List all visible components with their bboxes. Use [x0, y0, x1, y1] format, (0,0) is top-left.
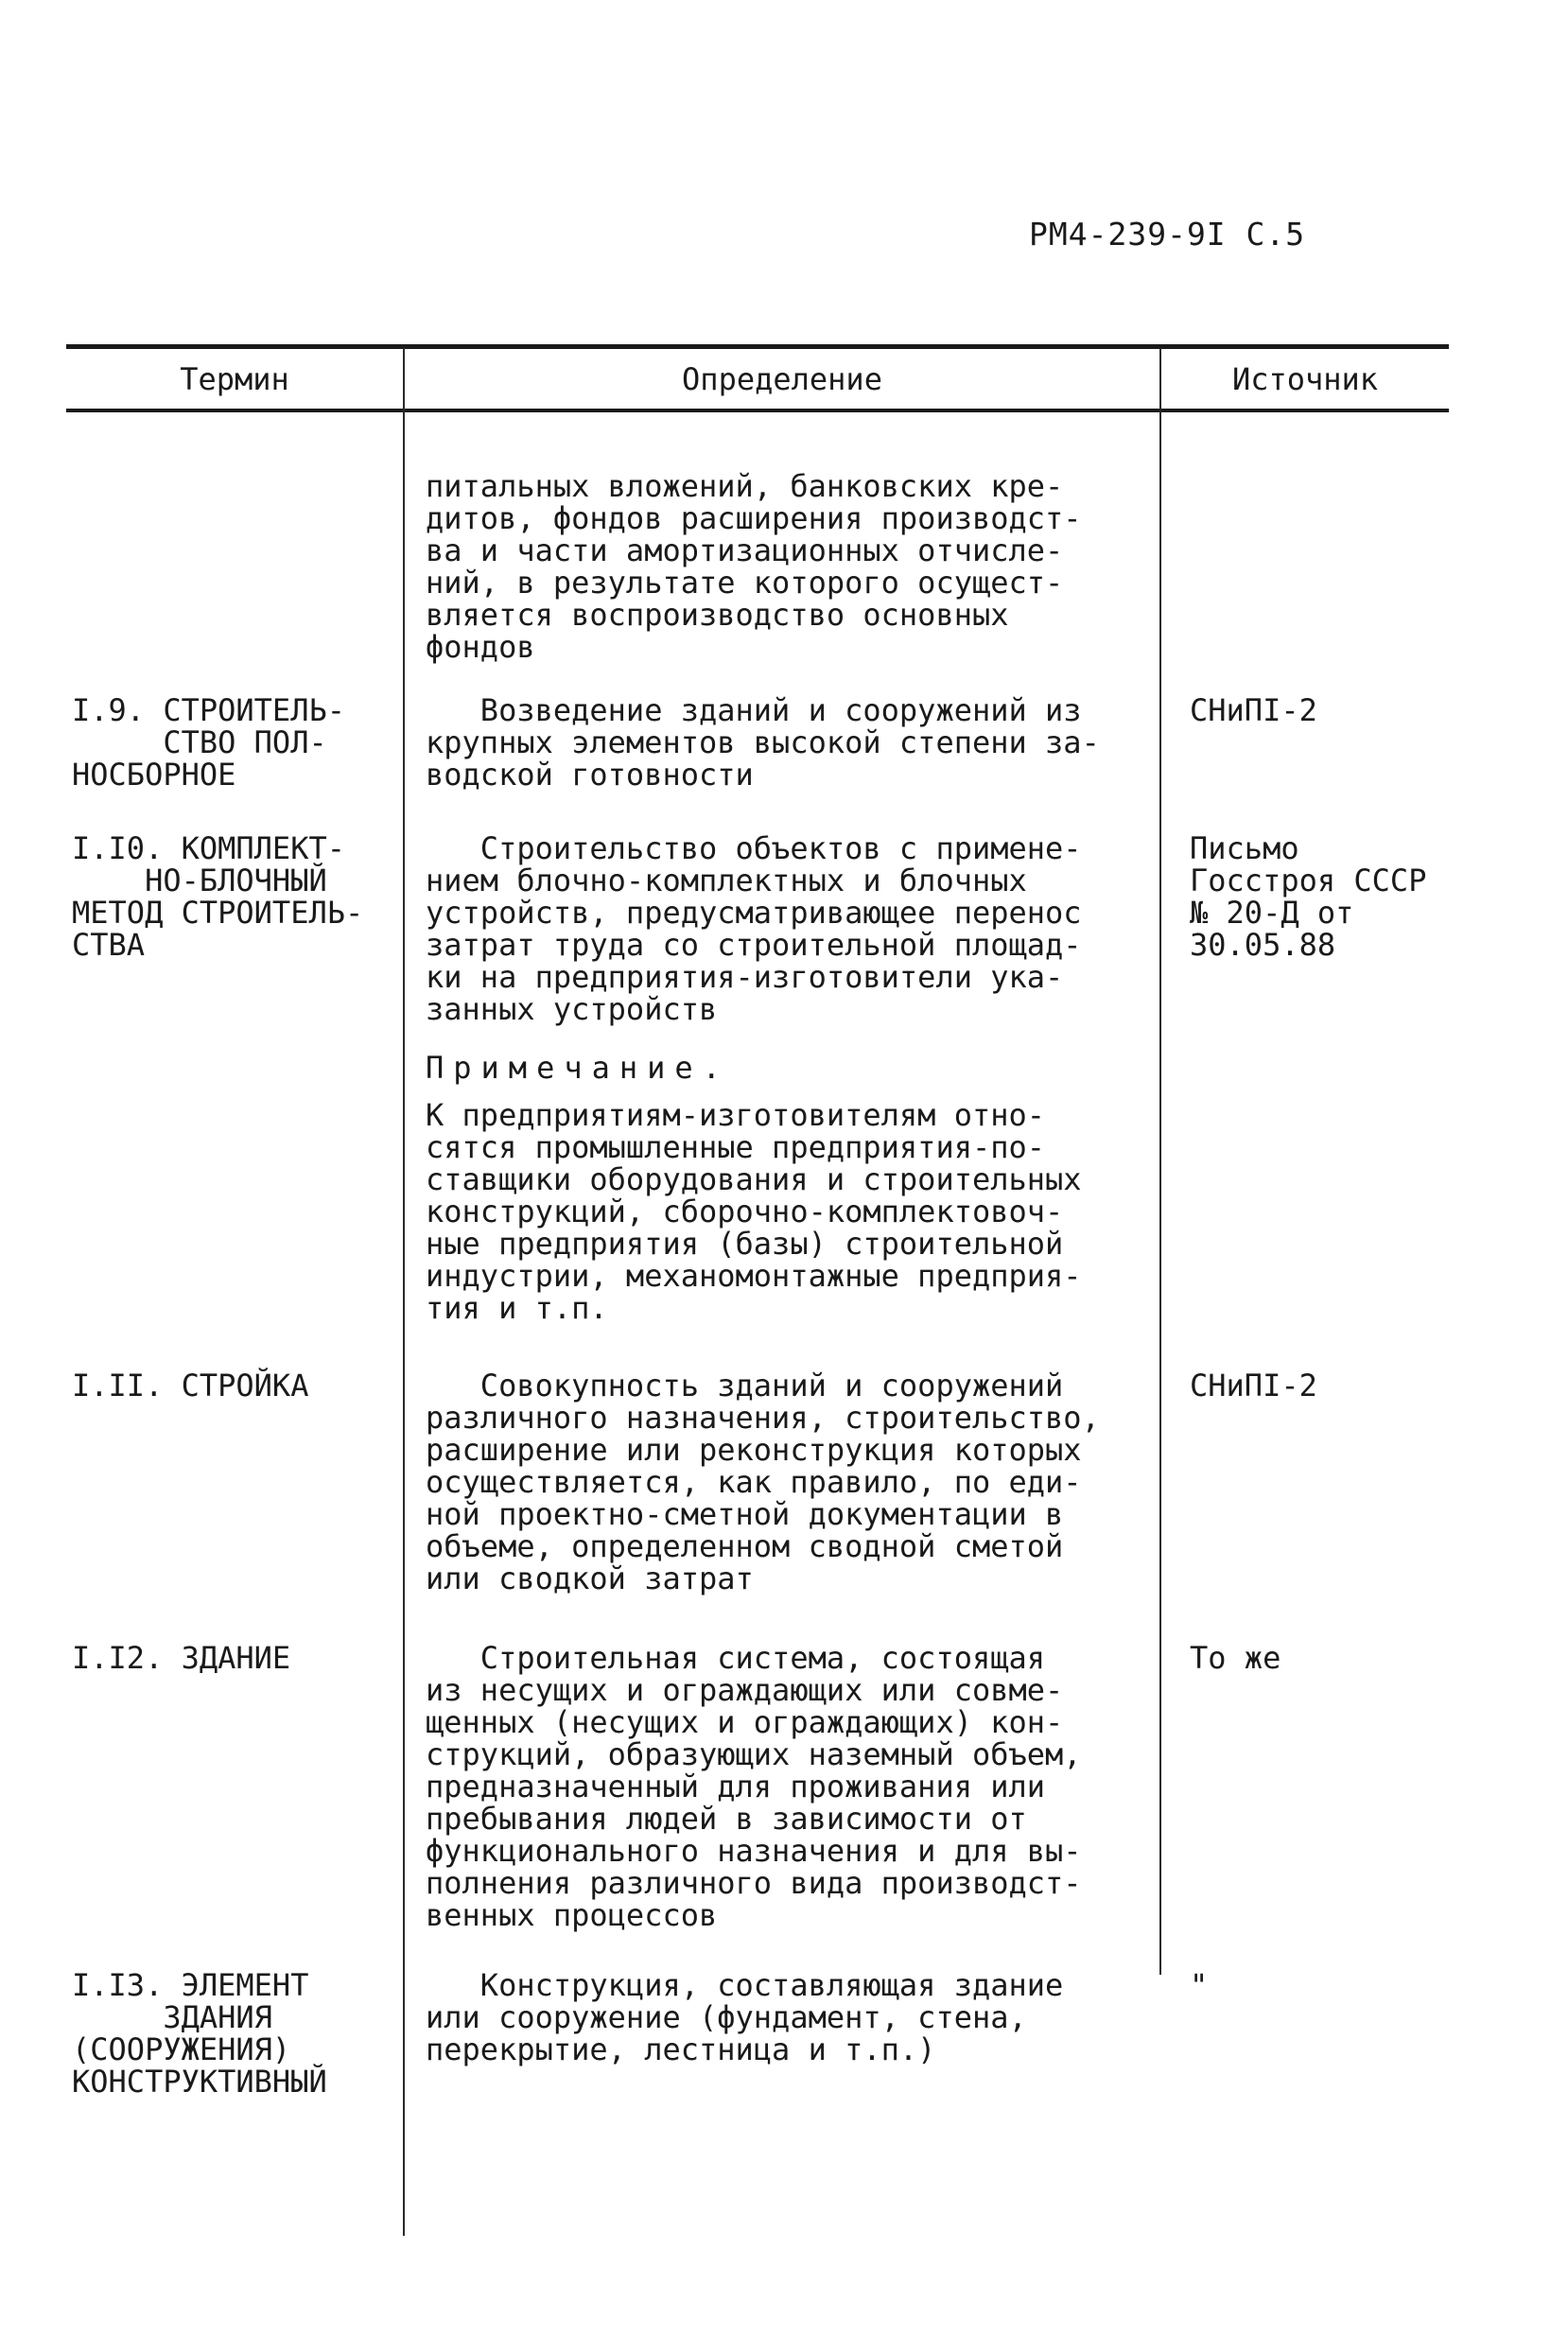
column-header-term: Термин [180, 361, 289, 397]
source-1-10: Письмо Госстроя СССР № 20-Д от 30.05.88 [1190, 830, 1427, 963]
document-code: РМ4-239-9I С.5 [1029, 216, 1306, 253]
term-1-11: I.II. СТРОЙКА [72, 1368, 309, 1403]
definition-1-12: Строительная система, состоящая из несущих и ограждающих или совме- щенных (несущих и ограждающих) кон- струкций, образующих наземный объем, предназначенный для проживания или пребывания людей в зависимости от функционального назначения и для вы- полнения различного вида производст- венных процессов [426, 1640, 1082, 1933]
definition-1-10: Строительство объектов с примене- нием блочно-комплектных и блочных устройств, предусматривающее перенос затрат труда со строительной площад- ки на предприятия-изготовители ука- занных устройств [426, 830, 1082, 1027]
note-text-1-10: К предприятиям-изготовителям отно- сятся промышленные предприятия-по- ставщики оборудования и строительных конструкций, сборочно-комплектовоч- ные предприятия (базы) строительной индустрии, механомонтажные предприя- тия и т.п. [426, 1097, 1082, 1326]
source-1-9: СНиПI-2 [1190, 692, 1317, 728]
definition-1-13: Конструкция, составляющая здание или сооружение (фундамент, стена, перекрытие, лестница и т.п.) [426, 1967, 1064, 2067]
definition-1-9: Возведение зданий и сооружений из крупных элементов высокой степени за- водской готовности [426, 692, 1100, 793]
column-divider-term-definition [403, 348, 405, 2236]
column-header-source: Источник [1231, 361, 1379, 397]
definition-1-11: Совокупность зданий и сооружений различного назначения, строительство, расширение или реконструкция которых осуществляется, как правило, по еди- ной проектно-сметной документации в объеме, определенном сводной сметой или сводкой затрат [426, 1368, 1100, 1596]
term-1-9: I.9. СТРОИТЕЛЬ- СТВО ПОЛ- НОСБОРНОЕ [72, 692, 345, 793]
source-1-12: То же [1190, 1640, 1281, 1676]
column-divider-definition-source [1159, 348, 1161, 1975]
term-1-13: I.I3. ЭЛЕМЕНТ ЗДАНИЯ (СООРУЖЕНИЯ) КОНСТРУКТИВНЫЙ [72, 1967, 327, 2100]
note-title-1-10: Примечание. [426, 1050, 730, 1086]
term-1-10: I.I0. КОМПЛЕКТ- НО-БЛОЧНЫЙ МЕТОД СТРОИТЕЛЬ- СТВА [72, 830, 364, 963]
table-top-rule [66, 344, 1449, 349]
definition-continuation: питальных вложений, банковских кре- дитов, фондов расширения производст- ва и части амортизационных отчисле- ний, в результате которого осущест- вляется воспроизводство основных фондов [426, 468, 1082, 665]
source-1-13: " [1190, 1967, 1209, 2003]
source-1-11: СНиПI-2 [1190, 1368, 1317, 1403]
term-1-12: I.I2. ЗДАНИЕ [72, 1640, 291, 1676]
column-header-definition: Определение [682, 361, 882, 397]
table-header-rule [66, 409, 1449, 412]
